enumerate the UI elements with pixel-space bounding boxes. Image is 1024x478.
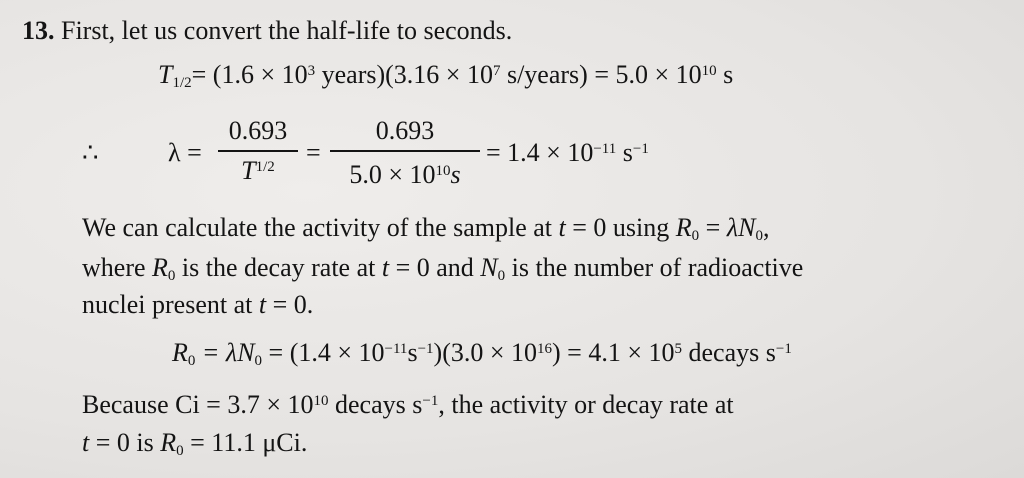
eq1-part3: s/years) = 5.0 × 10 xyxy=(500,60,702,89)
p1l2-t: t xyxy=(381,253,390,282)
p1l1-a: We can calculate the activity of the sample at xyxy=(82,213,559,242)
para2-line1 xyxy=(82,390,734,420)
p2l2-R-sub: 0 xyxy=(176,443,184,459)
lambda-label: λ = xyxy=(168,138,202,167)
eq3-mid: = λN xyxy=(195,338,255,367)
den2-unit: s xyxy=(450,160,461,189)
p1l1-d: , xyxy=(762,213,770,242)
result-base: = 1.4 × 10 xyxy=(486,138,594,167)
eq1-part2: years)(3.16 × 10 xyxy=(315,60,493,89)
result-sup: −11 xyxy=(593,141,617,157)
p1l1-N-sub: 0 xyxy=(755,228,763,244)
eq3-s1: −11 xyxy=(384,341,408,357)
p1l2-a: where xyxy=(82,253,153,282)
problem-number: 13. xyxy=(22,16,55,45)
eq3-p4: ) = 4.1 × 10 xyxy=(552,338,675,367)
fraction1-numerator: 0.693 xyxy=(228,116,288,145)
fraction2-denominator xyxy=(330,160,480,190)
therefore-symbol: ∴ xyxy=(82,138,99,167)
result-unit: s xyxy=(616,138,633,167)
p1l3-b: = 0. xyxy=(266,290,314,319)
p1l1-R: R xyxy=(675,213,692,242)
p1l2-d: is the number of radioactive xyxy=(505,253,804,282)
den2-sup: 10 xyxy=(435,163,451,179)
p1l1-lN: λN xyxy=(726,213,756,242)
p1l2-c: = 0 and xyxy=(389,253,481,282)
fraction1-bar xyxy=(218,150,298,152)
p2l2-b: = 11.1 μCi. xyxy=(183,428,308,457)
para1-line1 xyxy=(82,213,769,243)
eq3-p5: decays s xyxy=(682,338,776,367)
eq1-part4: s xyxy=(716,60,734,89)
p1l1-b: = 0 using xyxy=(565,213,676,242)
result-unit-sup: −1 xyxy=(632,141,649,157)
eq3-N-sub: 0 xyxy=(254,353,263,369)
den1-base: T xyxy=(241,156,256,185)
eq3-p1: = (1.4 × 10 xyxy=(262,338,385,367)
equals-sign: = xyxy=(306,138,321,167)
eq3-s5: −1 xyxy=(775,341,792,357)
para2-line2 xyxy=(82,428,307,458)
equation-initial-activity xyxy=(172,338,792,368)
p1l3-t: t xyxy=(258,290,267,319)
eq1-sup2: 7 xyxy=(492,63,501,79)
lambda-result xyxy=(486,138,649,168)
eq3-p3: )(3.0 × 10 xyxy=(433,338,538,367)
p1l2-b: is the decay rate at xyxy=(175,253,382,282)
eq3-p2: s xyxy=(407,338,418,367)
fraction1-denominator xyxy=(218,156,298,186)
eq1-sup1: 3 xyxy=(307,63,316,79)
fraction2-numerator: 0.693 xyxy=(375,116,435,145)
p1l2-N: N xyxy=(480,253,498,282)
p2l1-c: , the activity or decay rate at xyxy=(438,390,734,419)
p1l2-N-sub: 0 xyxy=(497,268,506,284)
eq3-R: R xyxy=(172,338,188,367)
intro-text: First, let us convert the half-life to seconds. xyxy=(61,16,513,45)
para1-line3 xyxy=(82,290,313,320)
p2l1-b: decays s xyxy=(328,390,423,419)
p2l2-R: R xyxy=(160,428,177,457)
den2-base: 5.0 × 10 xyxy=(349,160,436,189)
p2l2-a: = 0 is xyxy=(89,428,161,457)
p1l1-t: t xyxy=(558,213,566,242)
eq1-sup3: 10 xyxy=(701,63,717,79)
eq1-part1: = (1.6 × 10 xyxy=(191,60,308,89)
p1l3-a: nuclei present at xyxy=(82,290,259,319)
p1l2-R: R xyxy=(152,253,168,282)
eq3-R-sub: 0 xyxy=(187,353,196,369)
eq3-s3: 16 xyxy=(537,341,553,357)
eq1-lhs: T xyxy=(158,60,173,89)
eq3-s2: −1 xyxy=(417,341,434,357)
equation-half-life xyxy=(158,60,733,90)
fraction2-bar xyxy=(330,150,480,152)
p2l1-sup: 10 xyxy=(313,393,329,409)
den1-sup: 1/2 xyxy=(255,159,275,175)
problem-header xyxy=(22,16,512,46)
eq1-lhs-sub: 1/2 xyxy=(172,75,192,91)
p1l1-c: = xyxy=(699,213,727,242)
p2l1-sup2: −1 xyxy=(422,393,439,409)
eq3-s4: 5 xyxy=(674,341,682,357)
p2l1-a: Because Ci = 3.7 × 10 xyxy=(82,390,314,419)
p1l1-R-sub: 0 xyxy=(691,228,700,244)
p2l2-t: t xyxy=(82,428,90,457)
para1-line2 xyxy=(82,253,803,283)
p1l2-R-sub: 0 xyxy=(167,268,176,284)
